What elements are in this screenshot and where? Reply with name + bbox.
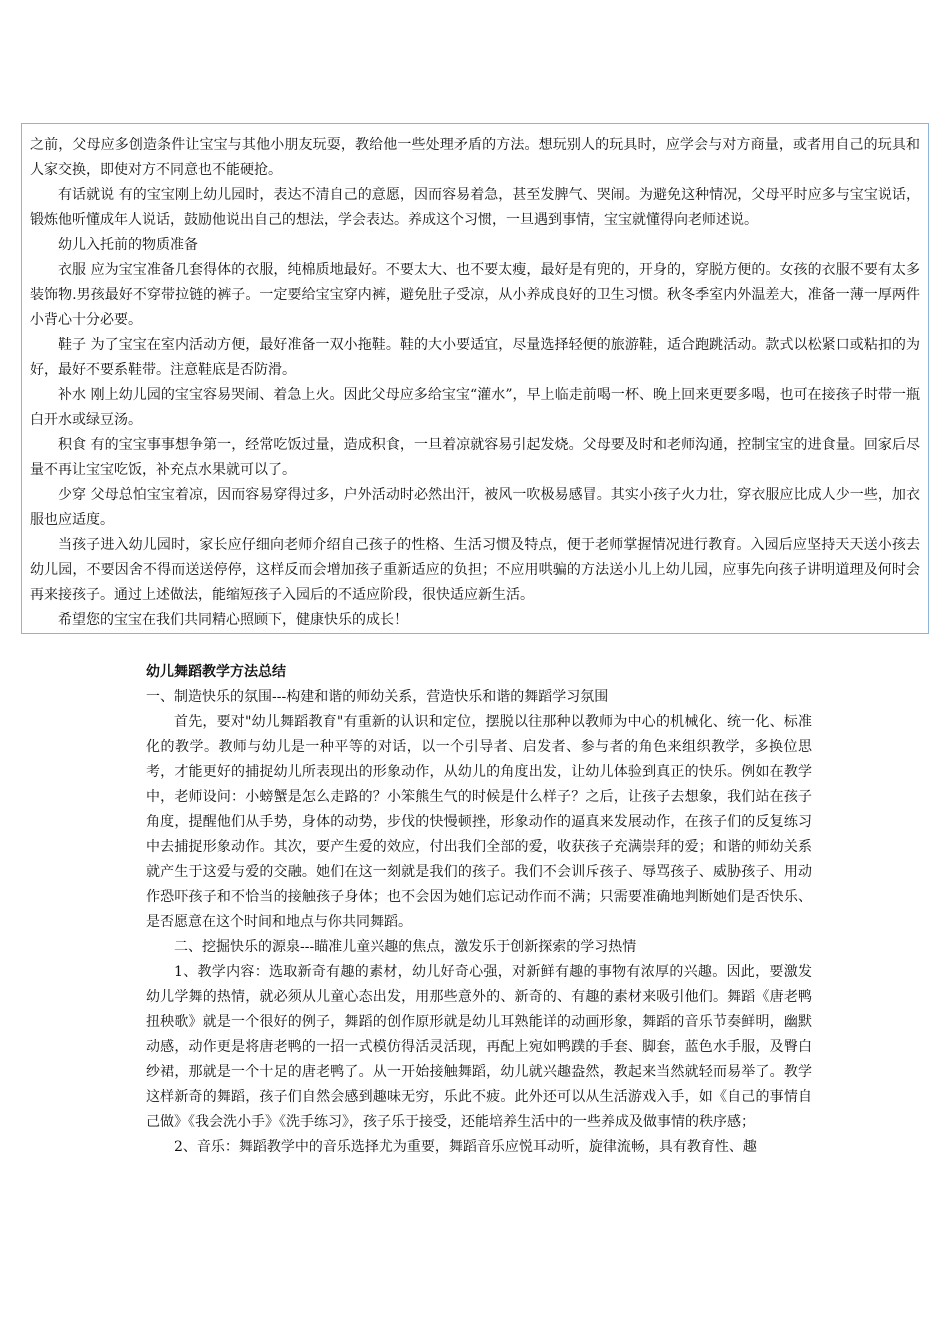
- article-section-heading-2: 二、挖掘快乐的源泉---瞄准儿童兴趣的焦点，激发乐于创新探索的学习热情: [174, 939, 637, 955]
- box-paragraph-4: 衣服 应为宝宝准备几套得体的衣服，纯棉质地最好。不要太大、也不要太瘦，最好是有兜的，开身的，穿脱方便的。女孩的衣服不要有太多装饰物.男孩最好不穿带拉链的裤子。一定要给宝宝穿内裤，避免肚子受凉，从小养成良好的卫生习惯。秋冬季室内外温差大，准备一薄一厚两件小背心十分必要。: [30, 262, 920, 328]
- article: [146, 660, 812, 1160]
- box-paragraph-8: 少穿 父母总怕宝宝着凉，因而容易穿得过多，户外活动时必然出汗，被风一吹极易感冒。其实小孩子火力壮，穿衣服应比成人少一些，加衣服也应适度。: [30, 487, 920, 528]
- article-section-heading-1: 一、制造快乐的氛围---构建和谐的师幼关系，营造快乐和谐的舞蹈学习氛围: [146, 689, 609, 705]
- box-paragraph-6: 补水 刚上幼儿园的宝宝容易哭闹、着急上火。因此父母应多给宝宝“灌水”，早上临走前喝一杯、晚上回来更要多喝，也可在接孩子时带一瓶白开水或绿豆汤。: [30, 387, 920, 428]
- box-paragraph-1: 之前，父母应多创造条件让宝宝与其他小朋友玩耍，教给他一些处理矛盾的方法。想玩别人的玩具时，应学会与对方商量，或者用自己的玩具和人家交换，即使对方不同意也不能硬抢。: [30, 137, 920, 178]
- box-paragraph-5: 鞋子 为了宝宝在室内活动方便，最好准备一双小拖鞋。鞋的大小要适宜，尽量选择轻便的旅游鞋，适合跑跳活动。款式以松紧口或粘扣的为好，最好不要系鞋带。注意鞋底是否防滑。: [30, 337, 920, 378]
- box-paragraph-9: 当孩子进入幼儿园时，家长应仔细向老师介绍自己孩子的性格、生活习惯及特点，便于老师掌握情况进行教育。入园后应坚持天天送小孩去幼儿园，不要因舍不得而送送停停，这样反而会增加孩子重新适应的负担；不应用哄骗的方法送小儿上幼儿园，应事先向孩子讲明道理及何时会再来接孩子。通过上述做法，能缩短孩子入园后的不适应阶段，很快适应新生活。: [30, 537, 920, 603]
- box-paragraph-3: 幼儿入托前的物质准备: [58, 237, 198, 253]
- article-title: 幼儿舞蹈教学方法总结: [146, 664, 286, 680]
- box-paragraph-2: 有话就说 有的宝宝刚上幼儿园时，表达不清自己的意愿，因而容易着急，甚至发脾气、哭闹。为避免这种情况，父母平时应多与宝宝说话，锻炼他听懂成年人说话，鼓励他说出自己的想法，学会表达。养成这个习惯，一旦遇到事情，宝宝就懂得向老师述说。: [30, 187, 920, 228]
- box-paragraph-7: 积食 有的宝宝事事想争第一，经常吃饭过量，造成积食，一旦着凉就容易引起发烧。父母要及时和老师沟通，控制宝宝的进食量。回家后尽量不再让宝宝吃饭，补充点水果就可以了。: [30, 437, 920, 478]
- boxed-text-section: [21, 123, 929, 634]
- box-paragraph-10: 希望您的宝宝在我们共同精心照顾下，健康快乐的成长！: [58, 612, 408, 628]
- article-paragraph-2: 1、教学内容：选取新奇有趣的素材，幼儿好奇心强，对新鲜有趣的事物有浓厚的兴趣。因此，要激发幼儿学舞的热情，就必须从儿童心态出发，用那些意外的、新奇的、有趣的素材来吸引他们。舞蹈《唐老鸭扭秧歌》就是一个很好的例子，舞蹈的创作原形就是幼儿耳熟能详的动画形象，舞蹈的音乐节奏鲜明，幽默动感，动作更是将唐老鸭的一招一式模仿得活灵活现，再配上宛如鸭蹼的手套、脚套，蓝色水手服，及臀白纱裙，那就是一个十足的唐老鸭了。从一开始接触舞蹈，幼儿就兴趣盎然，教起来当然就轻而易举了。教学这样新奇的舞蹈，孩子们自然会感到趣味无穷，乐此不疲。此外还可以从生活游戏入手，如《自己的事情自己做》《我会洗小手》《洗手练习》，孩子乐于接受，还能培养生活中的一些养成及做事情的秩序感；: [146, 964, 812, 1130]
- article-paragraph-1: 首先，要对"幼儿舞蹈教育"有重新的认识和定位，摆脱以往那种以教师为中心的机械化、统一化、标准化的教学。教师与幼儿是一种平等的对话，以一个引导者、启发者、参与者的角色来组织教学，多换位思考，才能更好的捕捉幼儿所表现出的形象动作，从幼儿的角度出发，让幼儿体验到真正的快乐。例如在教学中，老师设问：小螃蟹是怎么走路的？小笨熊生气的时候是什么样子？之后，让孩子去想象，我们站在孩子角度，提醒他们从手势，身体的动势，步伐的快慢顿挫，形象动作的逼真来发展动作，在孩子们的反复练习中去捕捉形象动作。其次，要产生爱的效应，付出我们全部的爱，收获孩子充满崇拜的爱；和谐的师幼关系就产生于这爱与爱的交融。她们在这一刻就是我们的孩子。我们不会训斥孩子、辱骂孩子、威胁孩子、用动作恐吓孩子和不恰当的接触孩子身体；也不会因为她们忘记动作而不满；只需要准确地判断她们是否快乐、是否愿意在这个时间和地点与你共同舞蹈。: [146, 714, 812, 930]
- article-paragraph-3: 2、音乐：舞蹈教学中的音乐选择尤为重要，舞蹈音乐应悦耳动听，旋律流畅，具有教育性、趣: [174, 1139, 757, 1155]
